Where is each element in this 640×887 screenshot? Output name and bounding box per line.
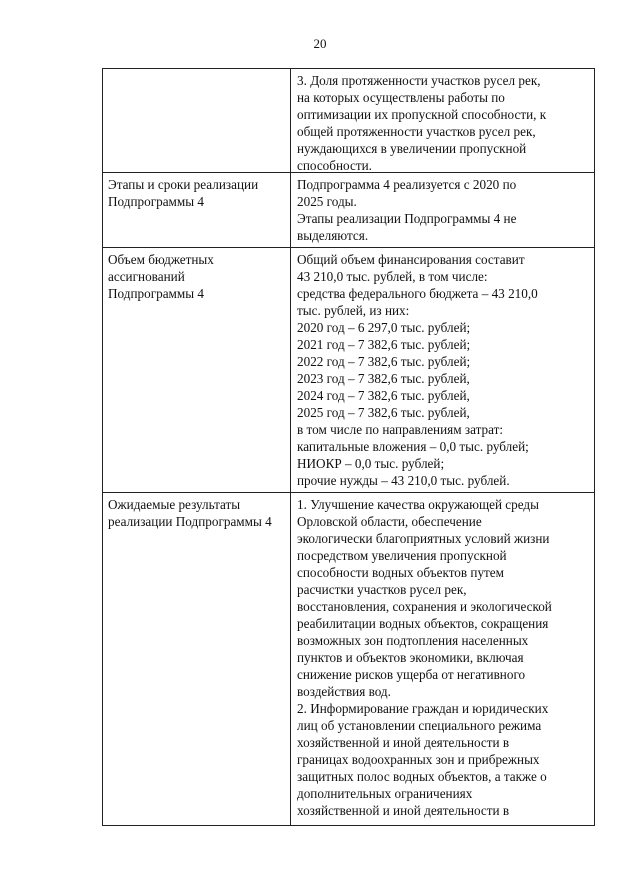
content-line: восстановления, сохранения и экологической	[297, 599, 552, 614]
content-line: возможных зон подтопления населенных	[297, 633, 529, 648]
row-label-cell	[103, 69, 291, 172]
content-line: 2. Информирование граждан и юридических	[297, 701, 549, 716]
content-line: 2020 год – 6 297,0 тыс. рублей;	[297, 320, 471, 335]
content-line: 2025 год – 7 382,6 тыс. рублей,	[297, 405, 470, 420]
table-row	[103, 492, 594, 825]
content-line: 2024 год – 7 382,6 тыс. рублей,	[297, 388, 470, 403]
content-line: НИОКР – 0,0 тыс. рублей;	[297, 456, 445, 471]
content-line: 2025 годы.	[297, 194, 357, 209]
content-line: в том числе по направлениям затрат:	[297, 422, 504, 437]
content-line: Этапы реализации Подпрограммы 4 не	[297, 211, 517, 226]
content-line: пунктов и объектов экономики, включая	[297, 650, 524, 665]
content-line: прочие нужды – 43 210,0 тыс. рублей.	[297, 473, 510, 488]
content-line: способности.	[297, 158, 372, 173]
row-content-cell	[291, 69, 594, 172]
content-line: границах водоохранных зон и прибрежных	[297, 752, 540, 767]
content-line: посредством увеличения пропускной	[297, 548, 507, 563]
label-line: реализации Подпрограммы 4	[108, 514, 272, 529]
content-line: общей протяженности участков русел рек,	[297, 124, 536, 139]
page-number: 20	[313, 36, 327, 51]
content-line: реабилитации водных объектов, сокращения	[297, 616, 549, 631]
content-line: хозяйственной и иной деятельности в	[297, 735, 510, 750]
content-line: 2023 год – 7 382,6 тыс. рублей,	[297, 371, 470, 386]
label-line: ассигнований	[108, 269, 185, 284]
row-label-cell	[103, 248, 291, 492]
row-content-cell	[291, 493, 594, 825]
content-line: дополнительных ограничениях	[297, 786, 473, 801]
content-line: средства федерального бюджета – 43 210,0	[297, 286, 538, 301]
table-row	[103, 172, 594, 247]
label-line: Подпрограммы 4	[108, 286, 204, 301]
content-line: 2021 год – 7 382,6 тыс. рублей;	[297, 337, 471, 352]
table-row	[103, 247, 594, 492]
content-line: защитных полос водных объектов, а также о	[297, 769, 547, 784]
row-label-cell	[103, 493, 291, 825]
table-row	[103, 69, 594, 172]
content-line: Орловской области, обеспечение	[297, 514, 482, 529]
content-line: на которых осуществлены работы по	[297, 90, 505, 105]
label-line: Подпрограммы 4	[108, 194, 204, 209]
label-line: Этапы и сроки реализации	[108, 177, 259, 192]
content-line: способности водных объектов путем	[297, 565, 505, 580]
row-content-cell	[291, 248, 594, 492]
passport-table	[102, 68, 595, 826]
content-line: тыс. рублей, из них:	[297, 303, 410, 318]
content-line: 3. Доля протяженности участков русел рек,	[297, 73, 541, 88]
content-line: выделяются.	[297, 228, 369, 243]
row-content-cell	[291, 173, 594, 247]
content-line: расчистки участков русел рек,	[297, 582, 467, 597]
content-line: воздействия вод.	[297, 684, 391, 699]
label-line: Ожидаемые результаты	[108, 497, 241, 512]
content-line: нуждающихся в увеличении пропускной	[297, 141, 527, 156]
row-label-cell	[103, 173, 291, 247]
content-line: 2022 год – 7 382,6 тыс. рублей;	[297, 354, 471, 369]
content-line: Подпрограмма 4 реализуется с 2020 по	[297, 177, 517, 192]
content-line: хозяйственной и иной деятельности в	[297, 803, 510, 818]
content-line: Общий объем финансирования составит	[297, 252, 525, 267]
content-line: экологически благоприятных условий жизни	[297, 531, 550, 546]
content-line: 43 210,0 тыс. рублей, в том числе:	[297, 269, 488, 284]
content-line: оптимизации их пропускной способности, к	[297, 107, 547, 122]
content-line: 1. Улучшение качества окружающей среды	[297, 497, 539, 512]
content-line: лиц об установлении специального режима	[297, 718, 542, 733]
content-line: капитальные вложения – 0,0 тыс. рублей;	[297, 439, 529, 454]
label-line: Объем бюджетных	[108, 252, 214, 267]
content-line: снижение рисков ущерба от негативного	[297, 667, 526, 682]
